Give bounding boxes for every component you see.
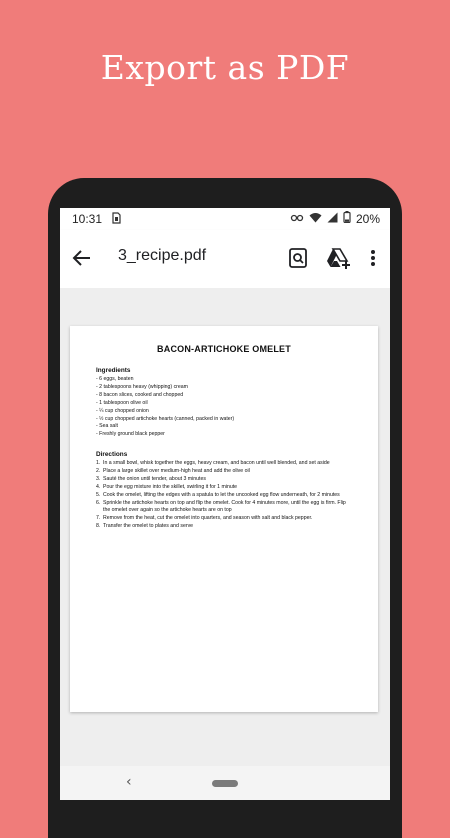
navigation-bar [60,766,390,800]
list-item: - 1 tablespoon olive oil [96,399,148,406]
vibrate-icon [290,212,304,226]
battery-percentage: 20% [355,211,380,226]
headline: Export as PDF [100,48,350,87]
list-item [96,523,354,531]
step-text: Pour the egg mixture into the skillet, swirling it for 1 minute [103,483,238,490]
step-number: 7. [96,515,101,522]
signal-icon [327,212,338,226]
step-text: Remove from the heat, cut the omelet into quarters, and season with salt and black pepper. [103,515,313,522]
list-item [96,460,354,468]
google-drive-add-icon[interactable] [326,246,352,270]
sim-card-icon [112,212,121,227]
step-text: Place a large skillet over medium-high heat and add the olive oil [103,467,250,474]
step-text: Transfer the omelet to plates and serve [103,523,194,530]
list-item [96,468,354,476]
nav-back-icon[interactable]: ‹ [126,774,132,790]
step-number: 1. [96,460,101,466]
list-item [96,515,354,523]
list-item [96,484,354,492]
status-time: 10:31 [72,212,103,226]
step-number: 4. [96,483,101,490]
more-vert-icon[interactable] [366,246,380,270]
list-item: - 2 tablespoons heavy (whipping) cream [96,383,188,390]
app-bar [60,230,390,288]
step-text: Cook the omelet, lifting the edges with a spatula to let the uncooked egg flow underneath, for 2 minutes [103,491,340,498]
list-item: - ¼ cup chopped onion [96,407,149,414]
list-item: - 6 eggs, beaten [96,376,134,382]
list-item: - 8 bacon slices, cooked and chopped [96,391,184,398]
list-item: - ½ cup chopped artichoke hearts (canned, packed in water) [96,415,235,422]
recipe-title: BACON-ARTICHOKE OMELET [157,344,291,354]
list-item [96,500,354,516]
ingredients-heading: Ingredients [96,367,131,374]
pdf-viewer[interactable] [60,288,390,766]
list-item [96,476,354,484]
step-number: 6. [96,499,101,506]
phone-screen [60,208,390,800]
document-search-icon[interactable] [286,246,310,270]
list-item [96,492,354,500]
list-item: - Sea salt [96,423,118,430]
directions-list [96,460,354,531]
step-number: 2. [96,467,101,474]
pdf-page [70,326,378,712]
battery-icon [343,211,351,226]
step-number: 8. [96,523,101,530]
nav-home-pill[interactable] [212,780,238,787]
wifi-icon [309,212,322,226]
ingredients-list [96,376,356,439]
step-text: In a small bowl, whisk together the eggs, heavy cream, and bacon until well blended, and set aside [103,460,330,466]
status-bar [60,208,390,230]
directions-heading: Directions [96,451,128,458]
step-text: Sprinkle the artichoke hearts on top and flip the omelet. Cook for 4 minutes more, until the egg is firm. Flip the omelet over again so the artichoke hearts are on top [103,499,346,514]
list-item: - Freshly ground black pepper [96,431,165,438]
step-number: 3. [96,475,101,482]
file-title: 3_recipe.pdf [118,247,207,264]
arrow-back-icon[interactable] [70,246,94,270]
step-text: Sauté the onion until tender, about 3 minutes [103,475,206,482]
step-number: 5. [96,491,101,498]
status-indicators [290,211,380,226]
